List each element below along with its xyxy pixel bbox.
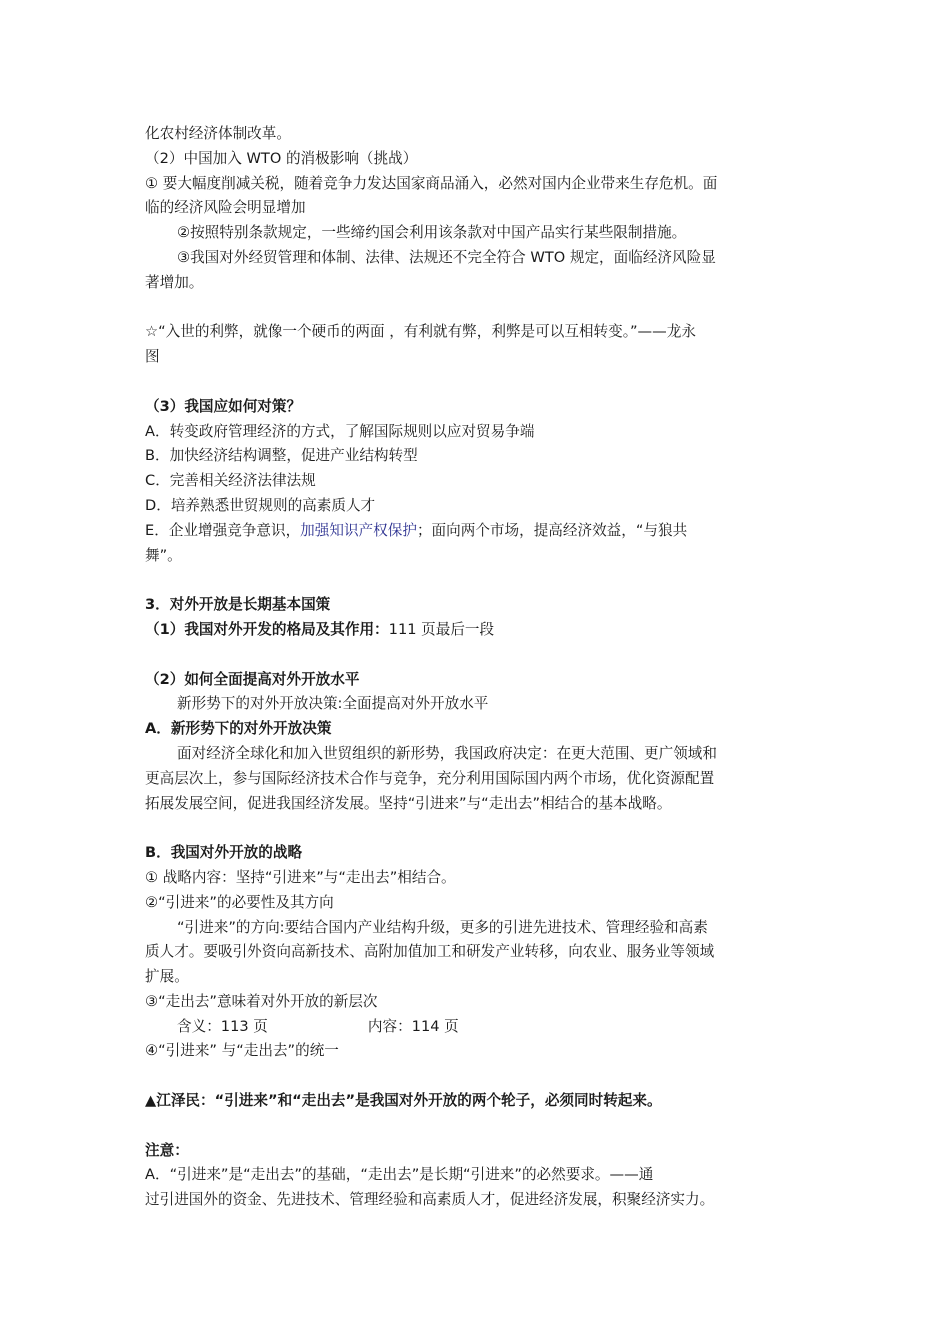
subheading: （2）如何全面提高对外开放水平 <box>145 670 360 688</box>
list-item: ②“引进来”的必要性及其方向 <box>145 893 334 911</box>
text-line: 临的经济风险会明显增加 <box>145 199 306 217</box>
page-reference: 111 页最后一段 <box>388 620 495 638</box>
key-quote: ▲江泽民：“引进来”和“走出去”是我国对外开放的两个轮子，必须同时转起来。 <box>145 1092 662 1110</box>
page-reference-line <box>145 1015 810 1040</box>
document-page <box>145 122 810 1213</box>
list-item: ③“走出去”意味着对外开放的新层次 <box>145 992 378 1010</box>
text-line: 质人才。要吸引外资向高新技术、高附加值加工和研发产业转移，向农业、服务业等领域 <box>145 943 715 961</box>
text-line: 著增加。 <box>145 273 204 291</box>
text-line: ① 要大幅度削减关税，随着竞争力发达国家商品涌入，必然对国内企业带来生存危机。面 <box>145 174 718 192</box>
list-item: B．加快经济结构调整，促进产业结构转型 <box>145 447 418 465</box>
list-item: D．培养熟悉世贸规则的高素质人才 <box>145 496 376 514</box>
subheading-text: （1）我国对外开发的格局及其作用： <box>145 620 389 638</box>
section-heading: 3．对外开放是长期基本国策 <box>145 596 331 614</box>
text-span: E．企业增强竞争意识， <box>145 521 301 539</box>
list-item: ① 战略内容：坚持“引进来”与“走出去”相结合。 <box>145 868 456 886</box>
text-line: A．“引进来”是“走出去”的基础，“走出去”是长期“引进来”的必然要求。——通 <box>145 1166 654 1184</box>
list-item: A．转变政府管理经济的方式，了解国际规则以应对贸易争端 <box>145 422 535 440</box>
list-item: ④“引进来” 与“走出去”的统一 <box>145 1042 339 1060</box>
text-line: 新形势下的对外开放决策:全面提高对外开放水平 <box>177 695 489 713</box>
text-line: 化农村经济体制改革。 <box>145 125 291 142</box>
text-line: ③我国对外经贸管理和体制、法律、法规还不完全符合 WTO 规定，面临经济风险显 <box>177 248 716 266</box>
list-item: C．完善相关经济法律法规 <box>145 472 316 490</box>
section-heading: （3）我国应如何对策？ <box>145 397 302 415</box>
quote-line: 图 <box>145 348 160 366</box>
list-item <box>145 519 810 544</box>
text-span: ；面向两个市场，提高经济效益，“与狼共 <box>416 521 688 539</box>
text-line: 更高层次上，参与国际经济技术合作与竞争，充分利用国际国内两个市场，优化资源配置 <box>145 769 715 787</box>
highlighted-text: 加强知识产权保护 <box>300 521 417 539</box>
note-heading: 注意： <box>145 1141 189 1159</box>
text-line: 面对经济全球化和加入世贸组织的新形势，我国政府决定：在更大范围、更广领域和 <box>177 744 717 762</box>
text-line: “引进来”的方向:要结合国内产业结构升级，更多的引进先进技术、管理经验和高素 <box>177 918 708 936</box>
text-line: 过引进国外的资金、先进技术、管理经验和高素质人才，促进经济发展，积聚经济实力。 <box>145 1191 715 1209</box>
quote-line: ☆“入世的利弊，就像一个硬币的两面 ，有利就有弊，利弊是可以互相转变。”——龙永 <box>145 323 696 341</box>
content-reference: 内容：114 页 <box>367 1017 459 1035</box>
text-line: ②按照特别条款规定，一些缔约国会利用该条款对中国产品实行某些限制措施。 <box>177 224 687 242</box>
text-line: 扩展。 <box>145 968 189 986</box>
subheading <box>145 618 810 643</box>
text-line: 拓展发展空间，促进我国经济发展。坚持“引进来”与“走出去”相结合的基本战略。 <box>145 794 672 812</box>
text-line: 舞”。 <box>145 546 182 564</box>
subheading: （2）中国加入 WTO 的消极影响（挑战） <box>145 149 418 167</box>
subheading: A．新形势下的对外开放决策 <box>145 720 332 738</box>
subheading: B．我国对外开放的战略 <box>145 844 303 862</box>
meaning-reference: 含义：113 页 <box>177 1017 268 1035</box>
